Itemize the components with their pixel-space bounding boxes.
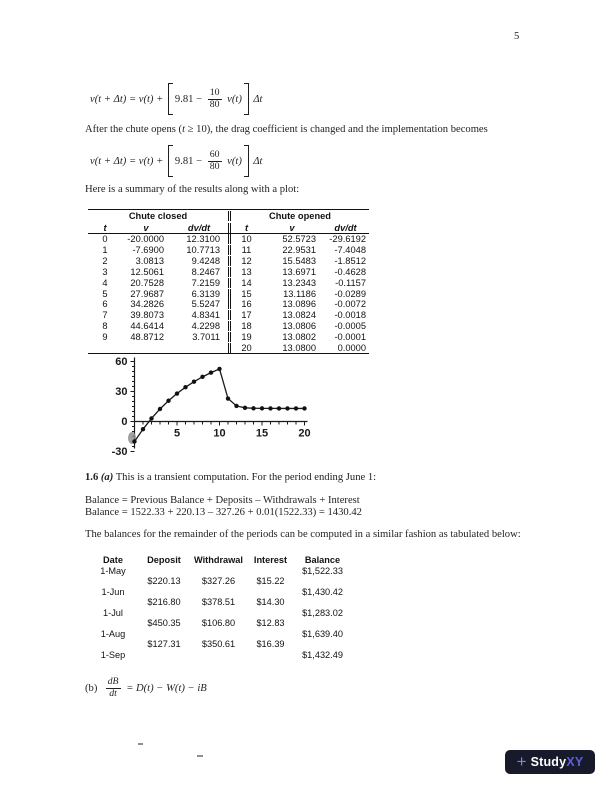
data-point-marker — [234, 404, 238, 408]
results-table-cell: 10 — [228, 234, 262, 244]
results-table-cell: 4 — [102, 277, 108, 288]
results-table-cell: 19 — [228, 332, 262, 342]
bank-table-row — [88, 639, 351, 650]
fraction-denominator: 80 — [209, 98, 220, 110]
y-tick-label: -30 — [111, 446, 128, 458]
group-header-chute-opened: Chute opened — [228, 211, 369, 221]
page-number: 5 — [514, 31, 520, 42]
bank-table-cell: 1-Sep — [100, 649, 126, 660]
results-subheader-cell: v — [289, 222, 295, 233]
results-table-row — [88, 234, 369, 245]
results-table-cell: 12.3100 — [186, 234, 220, 245]
results-table-row — [88, 310, 369, 321]
equation-vt: v(t) — [224, 155, 242, 167]
results-table-row — [88, 321, 369, 332]
paragraph-text: ≥ 10), the drag coefficient is changed and the implementation becomes — [185, 124, 488, 135]
results-table-cell: 13 — [228, 267, 262, 277]
bank-table — [88, 555, 351, 660]
bank-table-cell: $350.61 — [201, 639, 236, 650]
part-label: (b) — [85, 682, 103, 694]
equation-lhs: v(t + Δt) = v(t) + — [90, 155, 166, 167]
data-point-marker — [226, 396, 230, 400]
results-table-cell: 3 — [102, 266, 108, 277]
results-table-row — [88, 288, 369, 299]
bank-header-cell: Date — [103, 555, 123, 566]
data-point-marker — [277, 406, 281, 410]
results-table-cell: 13.0800 — [282, 342, 316, 353]
data-point-marker — [158, 407, 162, 411]
equation-chute-closed — [90, 84, 263, 114]
fraction-numerator: dB — [107, 676, 119, 687]
results-table-cell: 13.1186 — [283, 288, 316, 299]
results-table-cell: 5.5247 — [191, 299, 220, 310]
bank-header-cell: Withdrawal — [194, 555, 243, 566]
bank-table-cell: $450.35 — [147, 618, 181, 629]
results-table-cell: 5 — [102, 288, 108, 299]
equation-chute-opened — [90, 146, 263, 176]
y-tick-label: 0 — [121, 416, 128, 428]
balance-line: Balance = Previous Balance + Deposits – Withdrawals + Interest — [85, 495, 360, 506]
results-table-cell: 13.0896 — [282, 299, 316, 310]
paragraph-after-chute — [85, 124, 540, 136]
results-table-cell: 52.5723 — [282, 234, 316, 245]
data-point-marker — [166, 399, 170, 403]
results-table-cell: 44.6414 — [130, 321, 164, 332]
results-table-row — [88, 277, 369, 288]
results-table-row — [88, 299, 369, 310]
scan-artifact-mark — [138, 743, 143, 745]
bank-table-row — [88, 597, 351, 608]
fraction-numerator: 10 — [209, 87, 220, 98]
data-point-marker — [141, 427, 145, 431]
results-table-cell: 14 — [228, 278, 262, 288]
results-subheader-cell: t — [103, 222, 107, 233]
balance-calculation — [85, 495, 362, 518]
bank-table-row — [88, 587, 351, 598]
results-table-cell: 15.5483 — [282, 256, 316, 267]
bank-header-cell: Deposit — [147, 555, 181, 566]
results-table-cell: 8.2467 — [191, 266, 220, 277]
results-table-cell: -0.0072 — [334, 299, 366, 310]
equation-coefficient: 9.81 − — [174, 93, 205, 105]
bank-table-cell: $1,522.33 — [302, 565, 343, 576]
bank-table-header — [88, 555, 351, 566]
bank-table-cell: 1-May — [100, 565, 126, 576]
bank-table-cell: $14.30 — [256, 597, 285, 608]
bank-table-row — [88, 608, 351, 619]
results-table-cell: 0.0000 — [337, 342, 366, 353]
bank-table-cell: $1,432.49 — [302, 649, 343, 660]
results-table-cell: 2 — [102, 256, 108, 267]
fraction-denominator: 80 — [209, 160, 220, 172]
results-table-cell: 3.0813 — [135, 256, 164, 267]
paragraph-summary: Here is a summary of the results along with a plot: — [85, 184, 300, 195]
results-table-cell: 13.2343 — [282, 277, 316, 288]
equation-vt: v(t) — [224, 93, 242, 105]
x-tick-label: 20 — [298, 427, 311, 440]
results-table-cell: 4.8341 — [191, 310, 220, 321]
group-header-chute-closed: Chute closed — [128, 211, 188, 221]
bank-table-row — [88, 576, 351, 587]
results-table-cell: 39.8073 — [130, 310, 164, 321]
results-table-cell: 12.5061 — [130, 266, 164, 277]
balance-line: Balance = 1522.33 + 220.13 – 327.26 + 0.01(1522.33) = 1430.42 — [85, 506, 362, 518]
results-table-row — [88, 332, 369, 343]
results-table-cell: 11 — [228, 245, 262, 255]
plus-icon: + — [516, 751, 527, 771]
bank-table-cell: $127.31 — [147, 639, 181, 650]
results-table-cell: 13.0824 — [282, 310, 316, 321]
data-point-marker — [217, 367, 221, 371]
results-table-cell: -0.4628 — [334, 266, 366, 277]
results-table-cell: 9 — [102, 332, 108, 343]
fraction — [208, 88, 222, 110]
bank-table-cell: $16.39 — [256, 639, 285, 650]
fraction — [208, 150, 222, 172]
data-point-marker — [251, 406, 255, 410]
data-point-marker — [175, 391, 179, 395]
brand-study-text: Study — [530, 755, 567, 769]
data-point-marker — [285, 406, 289, 410]
scan-artifact-mark — [197, 755, 203, 757]
equation-dt: Δt — [250, 155, 263, 167]
results-table-cell: 15 — [228, 289, 262, 299]
results-table-cell: 13.0806 — [282, 321, 316, 332]
results-table-cell: -7.4048 — [334, 245, 366, 256]
bank-table-row — [88, 650, 351, 661]
results-table-cell: 34.2826 — [130, 299, 164, 310]
brand-xy-text: XY — [566, 755, 584, 769]
bank-table-row — [88, 629, 351, 640]
results-table-row — [88, 256, 369, 267]
bank-table-cell: 1-Aug — [100, 628, 126, 639]
results-table-row — [88, 267, 369, 278]
results-table-cell: 48.8712 — [130, 332, 164, 343]
data-point-marker — [209, 370, 213, 374]
fraction-denominator: dt — [109, 687, 117, 699]
results-table-cell: -0.0001 — [334, 332, 366, 343]
results-table-cell: -1.8512 — [334, 256, 366, 267]
paragraph-tabulated: The balances for the remainder of the periods can be computed in a similar fashion as tabulated below: — [85, 529, 521, 540]
y-tick-label: 60 — [115, 356, 128, 368]
results-table-group-header — [88, 210, 369, 222]
results-table-cell: 7.2159 — [191, 277, 220, 288]
y-tick-label: 30 — [115, 386, 128, 398]
results-table-cell: 13.6971 — [282, 266, 316, 277]
data-point-marker — [268, 406, 272, 410]
results-table-cell: 9.4248 — [191, 256, 220, 267]
paragraph-text: This is a transient computation. For the period ending June 1: — [113, 472, 377, 483]
equation-lhs: v(t + Δt) = v(t) + — [90, 93, 166, 105]
bank-table-cell: $1,430.42 — [302, 586, 343, 597]
x-tick-label: 15 — [255, 427, 269, 440]
x-tick-label: 5 — [173, 427, 181, 440]
data-point-marker — [132, 439, 136, 443]
right-bracket — [244, 145, 249, 177]
results-table-cell: 27.9687 — [130, 288, 164, 299]
bank-table-cell: $327.26 — [201, 576, 236, 587]
results-table-cell: 0 — [102, 234, 108, 245]
bank-table-cell: $1,283.02 — [302, 607, 343, 618]
results-subheader-cell: v — [143, 222, 149, 233]
results-subheader-cell: t — [228, 223, 262, 233]
variable-t: t — [182, 124, 186, 135]
data-point-marker — [243, 406, 247, 410]
results-table-cell: 10.7713 — [186, 245, 220, 256]
bank-table-cell: $378.51 — [201, 597, 236, 608]
data-point-marker — [260, 406, 264, 410]
results-subheader-cell: dv/dt — [334, 222, 357, 233]
results-table-cell: 4.2298 — [191, 321, 220, 332]
bank-table-cell: $106.80 — [201, 618, 236, 629]
data-point-marker — [183, 385, 187, 389]
results-table-cell: -0.0289 — [334, 288, 366, 299]
bank-table-row — [88, 566, 351, 577]
results-table-row — [88, 245, 369, 256]
right-bracket — [244, 83, 249, 115]
problem-letter: (a) — [100, 472, 114, 483]
paragraph-text: After the chute opens ( — [85, 124, 183, 135]
results-table-cell: 3.7011 — [192, 332, 220, 343]
results-table-cell: 22.9531 — [282, 245, 316, 256]
bank-table-row — [88, 618, 351, 629]
results-table-cell: -20.0000 — [127, 234, 164, 245]
results-table-cell: 20.7528 — [130, 277, 164, 288]
results-table-cell: 20 — [228, 343, 262, 353]
bank-table-body — [88, 566, 351, 661]
bank-table-cell: $216.80 — [147, 597, 181, 608]
equation-part-b — [85, 675, 207, 701]
results-table-cell: 6.3139 — [191, 288, 220, 299]
data-point-marker — [302, 406, 306, 410]
results-table-cell: 16 — [228, 299, 262, 309]
bank-table-cell: $15.22 — [256, 576, 285, 587]
results-table-cell: 17 — [228, 310, 262, 320]
equation-rhs: = D(t) − W(t) − iB — [123, 682, 207, 694]
results-table-cell: 7 — [102, 310, 108, 321]
paragraph-problem-16 — [85, 472, 545, 484]
problem-number: 1.6 — [85, 472, 101, 483]
results-table — [88, 209, 369, 354]
equation-dt: Δt — [250, 93, 263, 105]
bank-header-cell: Interest — [253, 555, 288, 566]
results-table-cell: 8 — [102, 321, 108, 332]
results-table-cell: 6 — [102, 299, 108, 310]
results-table-cell: 18 — [228, 321, 262, 331]
results-table-cell: 1 — [102, 245, 108, 256]
velocity-chart — [85, 348, 335, 466]
bank-table-cell: 1-Jun — [101, 586, 125, 597]
results-table-cell: -0.1157 — [335, 277, 366, 288]
studyxy-brand-badge[interactable] — [505, 750, 595, 774]
bank-table-cell: 1-Jul — [103, 607, 123, 618]
bank-header-cell: Balance — [304, 555, 341, 566]
bank-table-cell: $220.13 — [147, 576, 181, 587]
results-table-cell: -29.6192 — [329, 234, 366, 245]
data-point-marker — [149, 416, 153, 420]
data-point-marker — [200, 375, 204, 379]
results-table-cell: 12 — [228, 256, 262, 266]
results-subheader-cell: dv/dt — [187, 222, 211, 233]
results-table-cell: -0.0018 — [334, 310, 366, 321]
left-bracket — [168, 83, 173, 115]
results-table-cell: -7.6900 — [132, 245, 164, 256]
data-point-marker — [192, 379, 196, 383]
results-table-cell: 13.0802 — [282, 332, 316, 343]
data-point-marker — [294, 406, 298, 410]
results-table-subheader — [88, 222, 369, 234]
x-tick-label: 10 — [213, 427, 226, 440]
results-table-cell: -0.0005 — [334, 321, 366, 332]
bank-table-cell: $1,639.40 — [302, 628, 343, 639]
fraction-numerator: 60 — [209, 149, 220, 160]
equation-coefficient: 9.81 − — [174, 155, 205, 167]
bank-table-cell: $12.83 — [256, 618, 285, 629]
left-bracket — [168, 145, 173, 177]
fraction — [106, 677, 121, 699]
results-table-body — [88, 234, 369, 353]
